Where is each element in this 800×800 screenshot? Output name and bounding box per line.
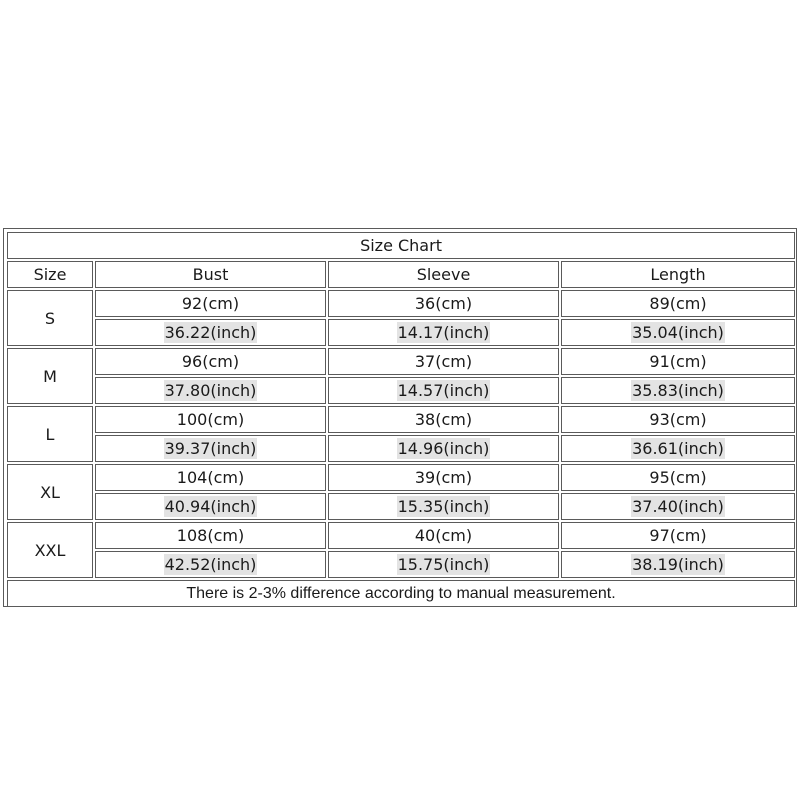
header-length: Length <box>561 261 795 288</box>
bust-cm-cell: 104(cm) <box>95 464 326 491</box>
chart-title: Size Chart <box>7 232 795 259</box>
bust-cm-cell: 92(cm) <box>95 290 326 317</box>
sleeve-cm-cell: 36(cm) <box>328 290 559 317</box>
sleeve-inch-value: 15.35(inch) <box>397 497 490 516</box>
bust-inch-cell <box>95 319 326 346</box>
title-row <box>7 232 795 259</box>
sleeve-cm-cell: 37(cm) <box>328 348 559 375</box>
bust-inch-value: 39.37(inch) <box>164 439 257 458</box>
length-cm-cell: 91(cm) <box>561 348 795 375</box>
size-label: XXL <box>7 522 93 578</box>
sleeve-inch-value: 14.96(inch) <box>397 439 490 458</box>
length-inch-value: 37.40(inch) <box>632 497 724 516</box>
sleeve-inch-value: 14.57(inch) <box>397 381 490 400</box>
length-cm-cell: 95(cm) <box>561 464 795 491</box>
size-label: XL <box>7 464 93 520</box>
bust-inch-value: 36.22(inch) <box>164 323 257 342</box>
bust-inch-cell <box>95 551 326 578</box>
bust-inch-cell <box>95 493 326 520</box>
table-row <box>7 435 795 462</box>
length-inch-cell <box>561 551 795 578</box>
size-chart-table <box>5 230 797 609</box>
sleeve-inch-value: 15.75(inch) <box>397 555 490 574</box>
sleeve-cm-cell: 40(cm) <box>328 522 559 549</box>
length-cm-cell: 93(cm) <box>561 406 795 433</box>
sleeve-cm-cell: 38(cm) <box>328 406 559 433</box>
size-label: M <box>7 348 93 404</box>
length-inch-cell <box>561 435 795 462</box>
measurement-note: There is 2-3% difference according to manual measurement. <box>7 580 795 607</box>
size-chart <box>3 228 797 607</box>
sleeve-inch-value: 14.17(inch) <box>397 323 490 342</box>
table-row <box>7 493 795 520</box>
bust-cm-cell: 100(cm) <box>95 406 326 433</box>
header-size: Size <box>7 261 93 288</box>
bust-inch-value: 42.52(inch) <box>164 555 257 574</box>
sleeve-inch-cell <box>328 319 559 346</box>
length-cm-cell: 89(cm) <box>561 290 795 317</box>
table-row <box>7 348 795 375</box>
bust-inch-cell <box>95 377 326 404</box>
length-inch-cell <box>561 377 795 404</box>
sleeve-cm-cell: 39(cm) <box>328 464 559 491</box>
header-bust: Bust <box>95 261 326 288</box>
size-label: S <box>7 290 93 346</box>
length-inch-value: 35.04(inch) <box>632 323 724 342</box>
table-row <box>7 522 795 549</box>
sleeve-inch-cell <box>328 377 559 404</box>
sleeve-inch-cell <box>328 551 559 578</box>
table-row <box>7 551 795 578</box>
sleeve-inch-cell <box>328 493 559 520</box>
note-row <box>7 580 795 607</box>
sleeve-inch-cell <box>328 435 559 462</box>
bust-inch-value: 37.80(inch) <box>164 381 257 400</box>
header-sleeve: Sleeve <box>328 261 559 288</box>
length-inch-value: 35.83(inch) <box>632 381 724 400</box>
length-inch-cell <box>561 493 795 520</box>
table-row <box>7 464 795 491</box>
length-inch-cell <box>561 319 795 346</box>
table-row <box>7 290 795 317</box>
bust-inch-cell <box>95 435 326 462</box>
bust-inch-value: 40.94(inch) <box>164 497 257 516</box>
length-cm-cell: 97(cm) <box>561 522 795 549</box>
bust-cm-cell: 108(cm) <box>95 522 326 549</box>
bust-cm-cell: 96(cm) <box>95 348 326 375</box>
table-row <box>7 377 795 404</box>
table-row <box>7 406 795 433</box>
length-inch-value: 36.61(inch) <box>632 439 724 458</box>
header-row <box>7 261 795 288</box>
length-inch-value: 38.19(inch) <box>632 555 724 574</box>
size-label: L <box>7 406 93 462</box>
table-row <box>7 319 795 346</box>
